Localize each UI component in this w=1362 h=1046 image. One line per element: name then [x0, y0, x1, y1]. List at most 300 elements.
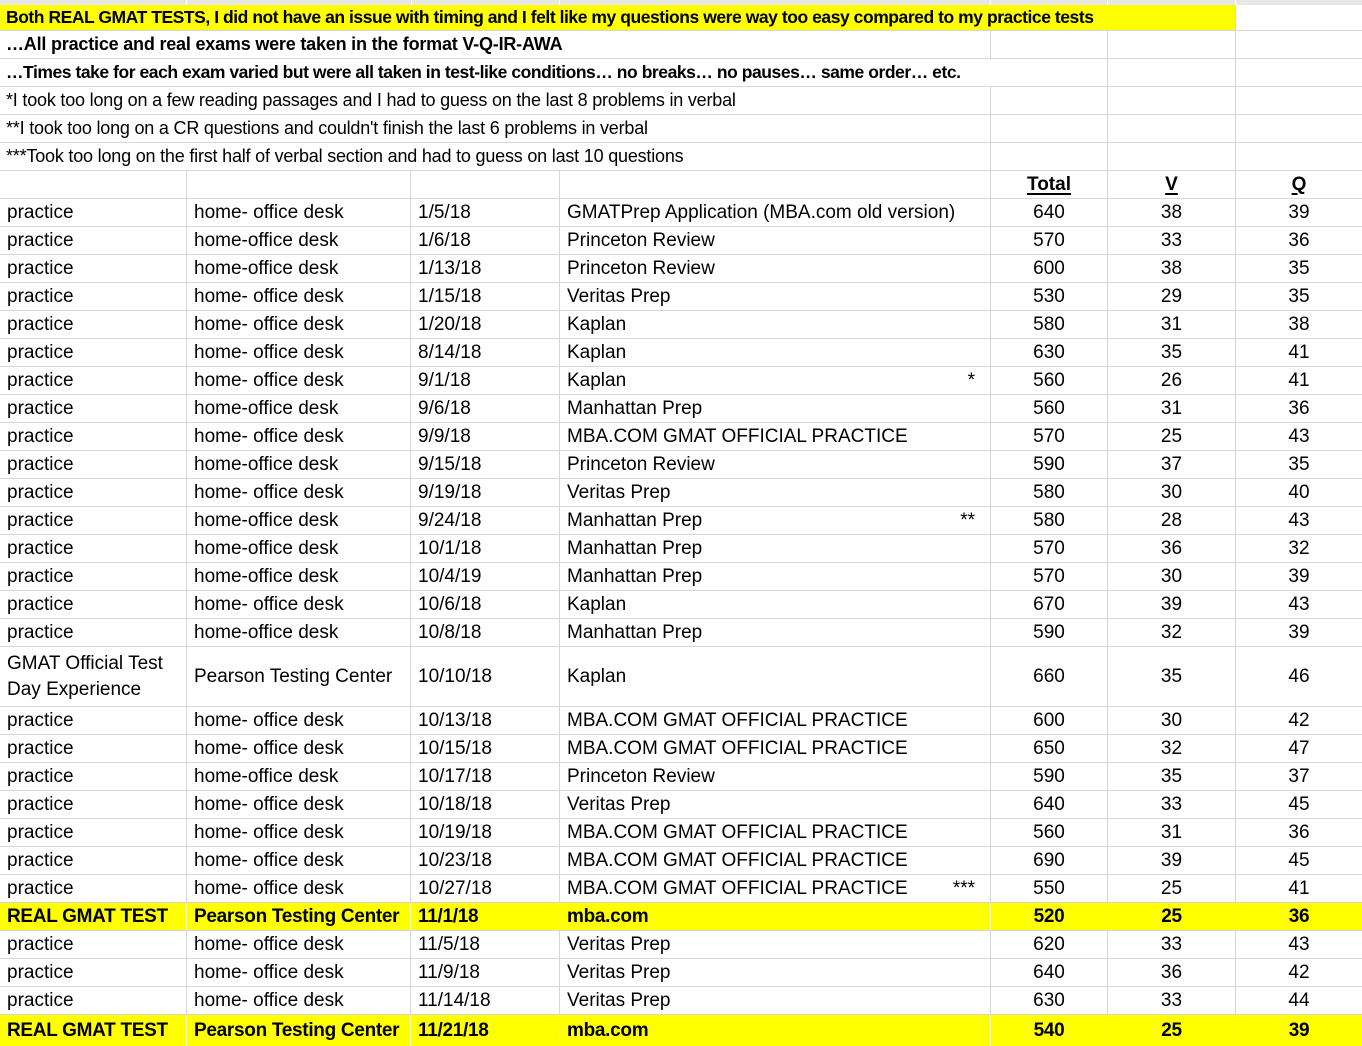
cell-location[interactable]: home-office desk: [186, 255, 410, 282]
empty-cell[interactable]: [1235, 59, 1362, 86]
cell-location[interactable]: home- office desk: [186, 735, 410, 762]
cell-date[interactable]: 10/27/18: [410, 875, 559, 902]
cell-exam-type[interactable]: practice: [7, 341, 74, 363]
test-row: [0, 339, 1362, 367]
test-name-text: Kaplan: [567, 313, 627, 335]
cell-total-score[interactable]: 600: [990, 707, 1107, 734]
cell-quant-score[interactable]: 38: [1235, 311, 1362, 338]
cell-test-name[interactable]: [559, 395, 990, 422]
cell-verbal-score[interactable]: 31: [1107, 311, 1235, 338]
cell-total-score[interactable]: 650: [990, 735, 1107, 762]
cell-exam-type[interactable]: practice: [7, 621, 74, 643]
cell-quant-score[interactable]: 42: [1235, 959, 1362, 986]
cell-verbal-score[interactable]: 33: [1107, 227, 1235, 254]
cell-exam-type[interactable]: practice: [7, 961, 74, 983]
cell-date[interactable]: 9/1/18: [410, 367, 559, 394]
cell-verbal-score[interactable]: 32: [1107, 735, 1235, 762]
cell-verbal-score[interactable]: 37: [1107, 451, 1235, 478]
cell-location[interactable]: home- office desk: [186, 791, 410, 818]
empty-cell[interactable]: [990, 31, 1107, 58]
cell-verbal-score[interactable]: 35: [1107, 763, 1235, 790]
cell-quant-score[interactable]: 43: [1235, 507, 1362, 534]
cell-test-name[interactable]: [559, 227, 990, 254]
cell-test-name[interactable]: [559, 791, 990, 818]
cell-location[interactable]: home-office desk: [186, 451, 410, 478]
note-cell[interactable]: [0, 31, 990, 58]
note-text: …All practice and real exams were taken in the format V-Q-IR-AWA: [6, 34, 563, 54]
cell-location[interactable]: home- office desk: [186, 339, 410, 366]
cell-quant-score[interactable]: 45: [1235, 791, 1362, 818]
cell-quant-score[interactable]: 36: [1235, 819, 1362, 846]
test-row: [0, 875, 1362, 903]
header-verbal[interactable]: V: [1107, 171, 1235, 198]
empty-cell[interactable]: [990, 115, 1107, 142]
empty-cell[interactable]: [1235, 5, 1362, 30]
cell-date[interactable]: 10/18/18: [410, 791, 559, 818]
header-cell-test[interactable]: [559, 171, 990, 198]
footnote-mark: *: [967, 369, 975, 391]
cell-exam-type[interactable]: practice: [7, 765, 74, 787]
note-cell[interactable]: [0, 87, 990, 114]
cell-location[interactable]: home-office desk: [186, 563, 410, 590]
cell-quant-score[interactable]: 39: [1235, 619, 1362, 646]
cell-date[interactable]: 1/13/18: [410, 255, 559, 282]
cell-test-name[interactable]: [559, 283, 990, 310]
cell-verbal-score[interactable]: 35: [1107, 647, 1235, 706]
cell-date[interactable]: 1/6/18: [410, 227, 559, 254]
cell-quant-score[interactable]: 37: [1235, 763, 1362, 790]
cell-test-name[interactable]: [559, 535, 990, 562]
cell-date[interactable]: 9/6/18: [410, 395, 559, 422]
cell-total-score[interactable]: 530: [990, 283, 1107, 310]
cell-total-score[interactable]: 640: [990, 959, 1107, 986]
cell-total-score[interactable]: 630: [990, 987, 1107, 1014]
cell-test-name[interactable]: [559, 255, 990, 282]
test-row: [0, 931, 1362, 959]
test-row: [0, 707, 1362, 735]
cell-test-name[interactable]: [559, 903, 990, 930]
cell-verbal-score[interactable]: 39: [1107, 591, 1235, 618]
test-name-text: Veritas Prep: [567, 793, 671, 815]
cell-location[interactable]: home- office desk: [186, 283, 410, 310]
cell-location[interactable]: home- office desk: [186, 423, 410, 450]
cell-test-name[interactable]: [559, 367, 990, 394]
footnote-mark: **: [960, 509, 975, 531]
cell-quant-score[interactable]: 39: [1235, 1015, 1362, 1046]
empty-cell[interactable]: [1107, 59, 1235, 86]
test-name-text: Princeton Review: [567, 257, 715, 279]
note-text: ***Took too long on the first half of verbal section and had to guess on last 10 questions: [6, 146, 684, 166]
cell-total-score[interactable]: 630: [990, 339, 1107, 366]
cell-test-name[interactable]: [559, 311, 990, 338]
test-name-text: Princeton Review: [567, 453, 715, 475]
cell-verbal-score[interactable]: 36: [1107, 535, 1235, 562]
test-row: [0, 847, 1362, 875]
cell-test-name[interactable]: [559, 931, 990, 958]
cell-verbal-score[interactable]: 32: [1107, 619, 1235, 646]
note-row: [0, 87, 1362, 115]
cell-test-name[interactable]: [559, 763, 990, 790]
cell-quant-score[interactable]: 43: [1235, 423, 1362, 450]
note-text: Both REAL GMAT TESTS, I did not have an issue with timing and I felt like my questions were way too easy compared to my practice tests: [6, 7, 1094, 27]
test-row: [0, 819, 1362, 847]
cell-verbal-score[interactable]: 25: [1107, 903, 1235, 930]
cell-test-name[interactable]: [559, 819, 990, 846]
cell-test-name[interactable]: [559, 451, 990, 478]
cell-test-name[interactable]: [559, 987, 990, 1014]
cell-exam-type[interactable]: practice: [7, 933, 74, 955]
cell-date[interactable]: 8/14/18: [410, 339, 559, 366]
cell-exam-type[interactable]: practice: [7, 285, 74, 307]
empty-cell[interactable]: [1107, 31, 1235, 58]
cell-date[interactable]: 10/13/18: [410, 707, 559, 734]
cell-quant-score[interactable]: 46: [1235, 647, 1362, 706]
test-row: [0, 563, 1362, 591]
test-name-text: mba.com: [567, 1019, 649, 1041]
cell-verbal-score[interactable]: 38: [1107, 199, 1235, 226]
note-row: [0, 59, 1362, 87]
header-total[interactable]: Total: [990, 171, 1107, 198]
cell-location[interactable]: home-office desk: [186, 535, 410, 562]
cell-date[interactable]: 10/1/18: [410, 535, 559, 562]
cell-exam-type[interactable]: practice: [7, 425, 74, 447]
cell-total-score[interactable]: 640: [990, 199, 1107, 226]
test-row: [0, 367, 1362, 395]
cell-location[interactable]: home- office desk: [186, 847, 410, 874]
cell-exam-type[interactable]: practice: [7, 989, 74, 1011]
note-row: [0, 31, 1362, 59]
test-name-text: mba.com: [567, 905, 649, 927]
header-cell-type[interactable]: [0, 171, 186, 198]
cell-date[interactable]: 11/21/18: [410, 1015, 559, 1046]
cell-quant-score[interactable]: 44: [1235, 987, 1362, 1014]
cell-verbal-score[interactable]: 30: [1107, 479, 1235, 506]
cell-date[interactable]: 9/24/18: [410, 507, 559, 534]
test-name-text: Princeton Review: [567, 229, 715, 251]
cell-location[interactable]: home- office desk: [186, 199, 410, 226]
test-name-text: Manhattan Prep: [567, 621, 703, 643]
cell-total-score[interactable]: 670: [990, 591, 1107, 618]
cell-verbal-score[interactable]: 35: [1107, 339, 1235, 366]
cell-exam-type[interactable]: practice: [7, 537, 74, 559]
cell-quant-score[interactable]: 47: [1235, 735, 1362, 762]
cell-quant-score[interactable]: 35: [1235, 451, 1362, 478]
cell-total-score[interactable]: 560: [990, 395, 1107, 422]
cell-total-score[interactable]: 560: [990, 367, 1107, 394]
cell-location[interactable]: home-office desk: [186, 227, 410, 254]
cell-verbal-score[interactable]: 33: [1107, 791, 1235, 818]
cell-verbal-score[interactable]: 36: [1107, 959, 1235, 986]
real-gmat-test-row: [0, 1015, 1362, 1046]
cell-verbal-score[interactable]: 33: [1107, 987, 1235, 1014]
test-row: [0, 507, 1362, 535]
cell-exam-type[interactable]: practice: [7, 397, 74, 419]
note-row: [0, 5, 1362, 31]
note-cell[interactable]: [0, 5, 1235, 30]
cell-test-name[interactable]: [559, 647, 990, 706]
note-row: [0, 115, 1362, 143]
cell-test-name[interactable]: [559, 423, 990, 450]
cell-quant-score[interactable]: 45: [1235, 847, 1362, 874]
test-name-text: MBA.COM GMAT OFFICIAL PRACTICE: [567, 821, 908, 843]
cell-test-name[interactable]: [559, 591, 990, 618]
empty-cell[interactable]: [1235, 87, 1362, 114]
cell-exam-type[interactable]: practice: [7, 793, 74, 815]
empty-cell[interactable]: [990, 87, 1107, 114]
cell-test-name[interactable]: [559, 199, 990, 226]
cell-verbal-score[interactable]: 33: [1107, 931, 1235, 958]
cell-location[interactable]: home- office desk: [186, 819, 410, 846]
cell-quant-score[interactable]: 39: [1235, 199, 1362, 226]
cell-quant-score[interactable]: 41: [1235, 875, 1362, 902]
cell-exam-type[interactable]: practice: [7, 593, 74, 615]
cell-date[interactable]: 10/4/19: [410, 563, 559, 590]
cell-location[interactable]: home- office desk: [186, 707, 410, 734]
empty-cell[interactable]: [990, 143, 1107, 170]
cell-verbal-score[interactable]: 25: [1107, 875, 1235, 902]
test-name-text: Kaplan: [567, 341, 627, 363]
cell-total-score[interactable]: 690: [990, 847, 1107, 874]
real-gmat-test-row: [0, 903, 1362, 931]
cell-location[interactable]: home- office desk: [186, 987, 410, 1014]
test-name-text: MBA.COM GMAT OFFICIAL PRACTICE: [567, 425, 908, 447]
cell-exam-type[interactable]: practice: [7, 229, 74, 251]
note-cell[interactable]: [0, 143, 990, 170]
cell-date[interactable]: 10/6/18: [410, 591, 559, 618]
header-quant[interactable]: Q: [1235, 171, 1362, 198]
test-row: [0, 451, 1362, 479]
cell-quant-score[interactable]: 39: [1235, 563, 1362, 590]
test-name-text: Manhattan Prep: [567, 565, 703, 587]
cell-verbal-score[interactable]: 30: [1107, 563, 1235, 590]
cell-location[interactable]: home- office desk: [186, 591, 410, 618]
cell-total-score[interactable]: 570: [990, 227, 1107, 254]
cell-location[interactable]: home- office desk: [186, 311, 410, 338]
note-text: *I took too long on a few reading passages and I had to guess on the last 8 problems in verbal: [6, 90, 736, 110]
cell-exam-type[interactable]: practice: [7, 877, 74, 899]
cell-quant-score[interactable]: 43: [1235, 591, 1362, 618]
header-cell-location[interactable]: [186, 171, 410, 198]
cell-location[interactable]: Pearson Testing Center: [186, 1015, 410, 1046]
cell-quant-score[interactable]: 36: [1235, 903, 1362, 930]
cell-verbal-score[interactable]: 25: [1107, 1015, 1235, 1046]
cell-exam-type[interactable]: REAL GMAT TEST: [7, 1019, 168, 1041]
test-name-text: MBA.COM GMAT OFFICIAL PRACTICE: [567, 709, 908, 731]
empty-cell[interactable]: [1235, 115, 1362, 142]
test-row: [0, 311, 1362, 339]
cell-test-name[interactable]: [559, 563, 990, 590]
test-row: [0, 199, 1362, 227]
cell-total-score[interactable]: 540: [990, 1015, 1107, 1046]
cell-verbal-score[interactable]: 38: [1107, 255, 1235, 282]
test-name-text: GMATPrep Application (MBA.com old version): [567, 201, 956, 223]
cell-date[interactable]: 10/23/18: [410, 847, 559, 874]
test-row: [0, 735, 1362, 763]
cell-date[interactable]: 11/9/18: [410, 959, 559, 986]
cell-test-name[interactable]: [559, 479, 990, 506]
cell-verbal-score[interactable]: 25: [1107, 423, 1235, 450]
cell-quant-score[interactable]: 41: [1235, 367, 1362, 394]
cell-date[interactable]: 1/20/18: [410, 311, 559, 338]
cell-verbal-score[interactable]: 30: [1107, 707, 1235, 734]
test-row: [0, 619, 1362, 647]
cell-location[interactable]: home- office desk: [186, 875, 410, 902]
cell-total-score[interactable]: 570: [990, 563, 1107, 590]
cell-verbal-score[interactable]: 29: [1107, 283, 1235, 310]
cell-exam-type[interactable]: practice: [7, 821, 74, 843]
test-name-text: MBA.COM GMAT OFFICIAL PRACTICE: [567, 849, 908, 871]
cell-quant-score[interactable]: 36: [1235, 227, 1362, 254]
cell-total-score[interactable]: 600: [990, 255, 1107, 282]
cell-exam-type[interactable]: practice: [7, 369, 74, 391]
cell-quant-score[interactable]: 43: [1235, 931, 1362, 958]
test-name-text: Veritas Prep: [567, 285, 671, 307]
cell-exam-type[interactable]: practice: [7, 453, 74, 475]
test-rows-section: [0, 199, 1362, 1046]
cell-verbal-score[interactable]: 28: [1107, 507, 1235, 534]
test-row: [0, 423, 1362, 451]
test-name-text: Kaplan: [567, 369, 627, 391]
cell-location[interactable]: Pearson Testing Center: [186, 647, 410, 706]
cell-exam-type[interactable]: practice: [7, 257, 74, 279]
cell-exam-type[interactable]: REAL GMAT TEST: [7, 905, 168, 927]
cell-total-score[interactable]: 580: [990, 507, 1107, 534]
cell-test-name[interactable]: [559, 619, 990, 646]
cell-test-name[interactable]: [559, 735, 990, 762]
cell-date[interactable]: 11/5/18: [410, 931, 559, 958]
cell-date[interactable]: 1/5/18: [410, 199, 559, 226]
cell-total-score[interactable]: 590: [990, 619, 1107, 646]
empty-cell[interactable]: [1107, 115, 1235, 142]
cell-date[interactable]: 9/9/18: [410, 423, 559, 450]
test-row: [0, 227, 1362, 255]
cell-date[interactable]: 11/1/18: [410, 903, 559, 930]
cell-location[interactable]: home-office desk: [186, 619, 410, 646]
cell-total-score[interactable]: 580: [990, 479, 1107, 506]
test-row: [0, 255, 1362, 283]
cell-total-score[interactable]: 570: [990, 423, 1107, 450]
cell-total-score[interactable]: 660: [990, 647, 1107, 706]
cell-quant-score[interactable]: 41: [1235, 339, 1362, 366]
cell-total-score[interactable]: 580: [990, 311, 1107, 338]
cell-exam-type[interactable]: practice: [7, 201, 74, 223]
cell-exam-type[interactable]: practice: [7, 737, 74, 759]
cell-exam-type[interactable]: practice: [7, 509, 74, 531]
cell-verbal-score[interactable]: 26: [1107, 367, 1235, 394]
cell-total-score[interactable]: 590: [990, 763, 1107, 790]
cell-location[interactable]: home- office desk: [186, 367, 410, 394]
test-name-text: Princeton Review: [567, 765, 715, 787]
cell-test-name[interactable]: [559, 875, 990, 902]
note-cell[interactable]: [0, 115, 990, 142]
cell-date[interactable]: 11/14/18: [410, 987, 559, 1014]
cell-test-name[interactable]: [559, 1015, 990, 1046]
test-name-text: Veritas Prep: [567, 961, 671, 983]
cell-total-score[interactable]: 620: [990, 931, 1107, 958]
cell-total-score[interactable]: 560: [990, 819, 1107, 846]
test-row: [0, 791, 1362, 819]
empty-cell[interactable]: [1235, 143, 1362, 170]
cell-quant-score[interactable]: 35: [1235, 283, 1362, 310]
test-name-text: Manhattan Prep: [567, 397, 703, 419]
test-row: [0, 987, 1362, 1015]
test-name-text: Manhattan Prep: [567, 537, 703, 559]
cell-location[interactable]: home- office desk: [186, 959, 410, 986]
test-row: [0, 535, 1362, 563]
cropped-top-row: [0, 0, 1362, 5]
notes-section: [0, 5, 1362, 171]
test-row: [0, 647, 1362, 707]
cell-quant-score[interactable]: 42: [1235, 707, 1362, 734]
cell-location[interactable]: home- office desk: [186, 931, 410, 958]
cell-location[interactable]: home-office desk: [186, 395, 410, 422]
cell-total-score[interactable]: 520: [990, 903, 1107, 930]
cell-date[interactable]: 9/15/18: [410, 451, 559, 478]
note-row: [0, 143, 1362, 171]
cell-quant-score[interactable]: 32: [1235, 535, 1362, 562]
cell-test-name[interactable]: [559, 339, 990, 366]
cell-quant-score[interactable]: 40: [1235, 479, 1362, 506]
note-cell[interactable]: [0, 59, 1107, 86]
cell-test-name[interactable]: [559, 847, 990, 874]
cell-verbal-score[interactable]: 39: [1107, 847, 1235, 874]
score-header-row: [0, 171, 1362, 199]
test-name-text: Veritas Prep: [567, 989, 671, 1011]
cell-exam-type[interactable]: practice: [7, 709, 74, 731]
cell-date[interactable]: 10/10/18: [410, 647, 559, 706]
cell-date[interactable]: 10/15/18: [410, 735, 559, 762]
test-name-text: Veritas Prep: [567, 933, 671, 955]
header-cell-date[interactable]: [410, 171, 559, 198]
cell-date[interactable]: 9/19/18: [410, 479, 559, 506]
empty-cell[interactable]: [1107, 87, 1235, 114]
cell-total-score[interactable]: 640: [990, 791, 1107, 818]
cell-exam-type[interactable]: practice: [7, 565, 74, 587]
test-name-text: Manhattan Prep: [567, 509, 703, 531]
cell-date[interactable]: 10/8/18: [410, 619, 559, 646]
cell-total-score[interactable]: 550: [990, 875, 1107, 902]
test-row: [0, 591, 1362, 619]
footnote-mark: ***: [952, 877, 975, 899]
cell-test-name[interactable]: [559, 959, 990, 986]
cell-location[interactable]: home- office desk: [186, 479, 410, 506]
note-text: …Times take for each exam varied but were all taken in test-like conditions… no breaks… no pauses… same order… etc.: [6, 62, 961, 82]
cell-quant-score[interactable]: 35: [1235, 255, 1362, 282]
cell-exam-type[interactable]: practice: [7, 313, 74, 335]
cell-location[interactable]: home-office desk: [186, 507, 410, 534]
test-row: [0, 959, 1362, 987]
cell-exam-type[interactable]: practice: [7, 849, 74, 871]
cell-location[interactable]: home-office desk: [186, 763, 410, 790]
cell-test-name[interactable]: [559, 707, 990, 734]
cell-date[interactable]: 10/19/18: [410, 819, 559, 846]
cell-date[interactable]: 1/15/18: [410, 283, 559, 310]
cell-quant-score[interactable]: 36: [1235, 395, 1362, 422]
empty-cell[interactable]: [1235, 31, 1362, 58]
cell-exam-type[interactable]: practice: [7, 481, 74, 503]
cell-total-score[interactable]: 590: [990, 451, 1107, 478]
cell-verbal-score[interactable]: 31: [1107, 395, 1235, 422]
test-name-text: Kaplan: [567, 593, 627, 615]
cell-verbal-score[interactable]: 31: [1107, 819, 1235, 846]
empty-cell[interactable]: [1107, 143, 1235, 170]
cell-date[interactable]: 10/17/18: [410, 763, 559, 790]
cell-location[interactable]: Pearson Testing Center: [186, 903, 410, 930]
test-row: [0, 763, 1362, 791]
cell-test-name[interactable]: [559, 507, 990, 534]
cell-exam-type[interactable]: GMAT Official Test Day Experience: [7, 652, 163, 700]
cell-total-score[interactable]: 570: [990, 535, 1107, 562]
